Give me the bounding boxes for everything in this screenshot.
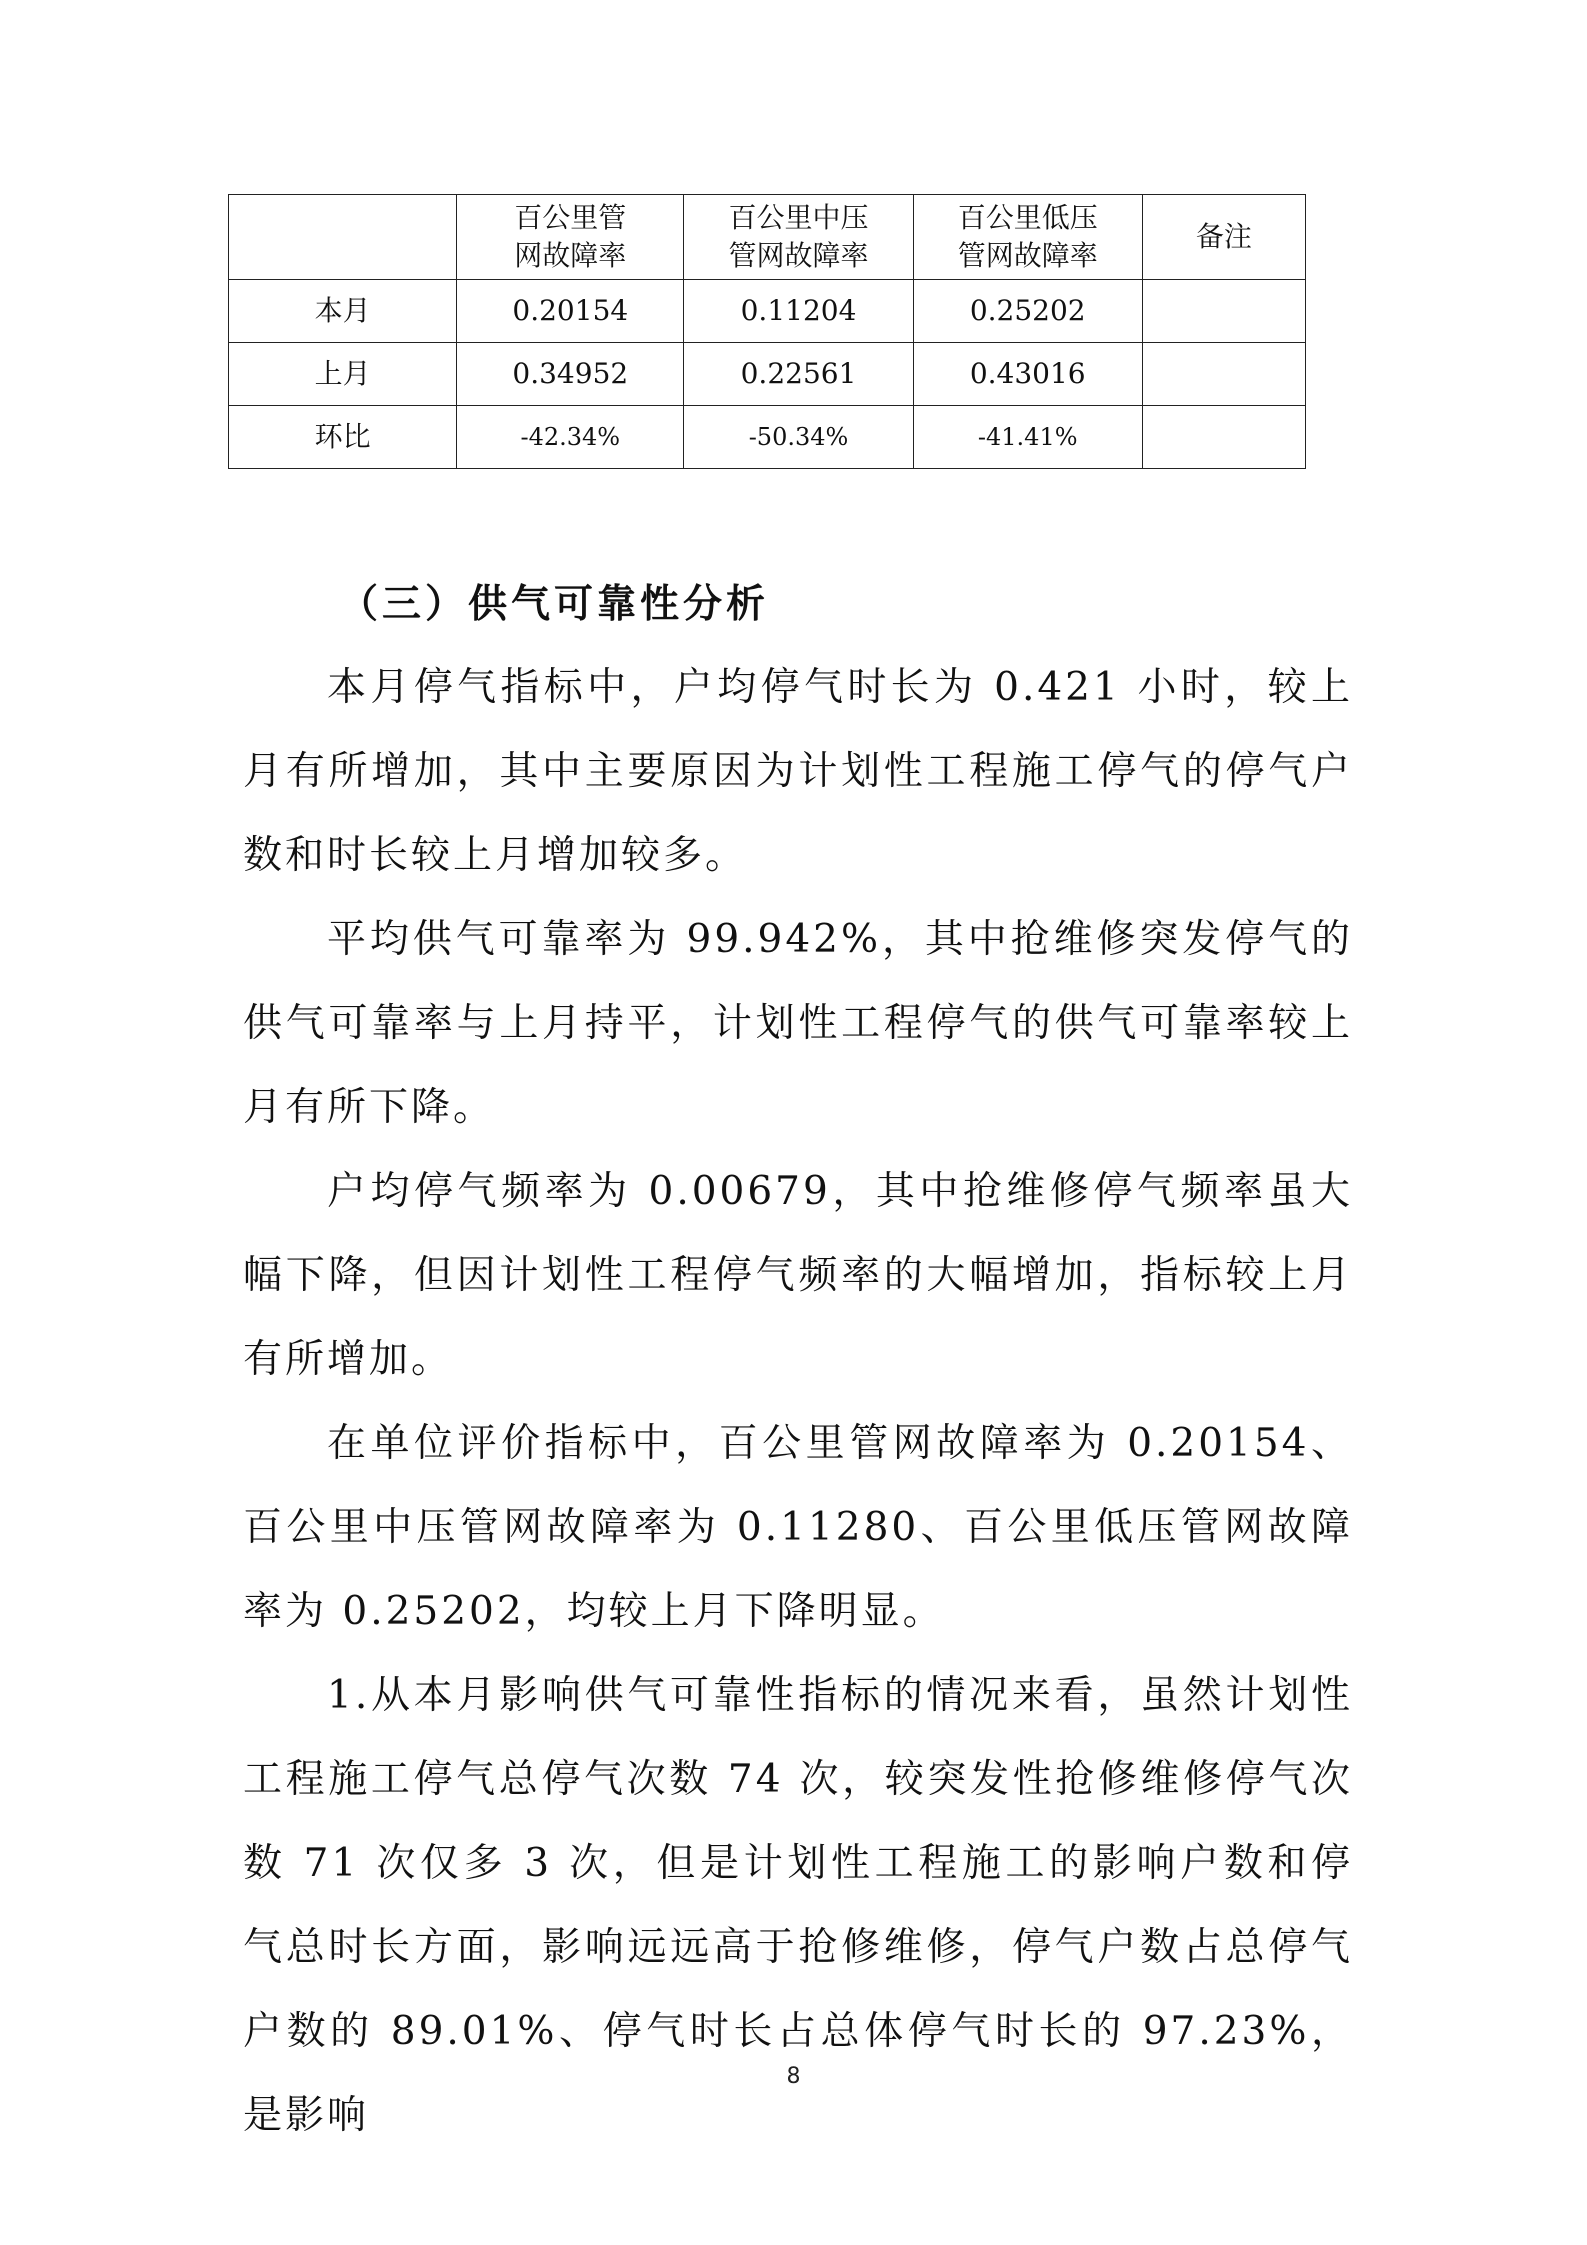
cell-pipe-fault-rate: 0.20154 bbox=[457, 280, 684, 343]
cell-low-pressure-fault-rate: 0.25202 bbox=[913, 280, 1142, 343]
cell-low-pressure-fault-rate: 0.43016 bbox=[913, 343, 1142, 406]
cell-medium-pressure-fault-rate: 0.11204 bbox=[684, 280, 913, 343]
section-title: （三）供气可靠性分析 bbox=[339, 581, 770, 627]
table-row bbox=[229, 406, 1306, 469]
cell-pipe-fault-rate: -42.34% bbox=[457, 406, 684, 469]
paragraph-outage-frequency: 户均停气频率为 0.00679，其中抢维修停气频率虽大幅下降，但因计划性工程停气频率的大幅增加，指标较上月有所增加。 bbox=[243, 1169, 1353, 1382]
table-header-row bbox=[229, 195, 1306, 280]
table-header-remarks: 备注 bbox=[1142, 195, 1305, 280]
table-header-low-pressure-fault-rate: 百公里低压 管网故障率 bbox=[913, 195, 1142, 280]
cell-medium-pressure-fault-rate: -50.34% bbox=[684, 406, 913, 469]
table-header-pipe-fault-rate: 百公里管 网故障率 bbox=[457, 195, 684, 280]
paragraph-unit-evaluation: 在单位评价指标中，百公里管网故障率为 0.20154、百公里中压管网故障率为 0.11280、百公里低压管网故障率为 0.25202，均较上月下降明显。 bbox=[243, 1421, 1353, 1634]
cell-medium-pressure-fault-rate: 0.22561 bbox=[684, 343, 913, 406]
paragraph-outage-duration: 本月停气指标中，户均停气时长为 0.421 小时，较上月有所增加，其中主要原因为计划性工程施工停气的停气户数和时长较上月增加较多。 bbox=[243, 665, 1353, 878]
table-header-empty bbox=[229, 195, 457, 280]
table-row bbox=[229, 343, 1306, 406]
paragraph-impact-analysis: 1.从本月影响供气可靠性指标的情况来看，虽然计划性工程施工停气总停气次数 74 次，较突发性抢修维修停气次数 71 次仅多 3 次，但是计划性工程施工的影响户数和停气总时长方面，影响远远高于抢修维修，停气户数占总停气户数的 89.01%、停气时长占总体停气时长的 97.23%，是影响 bbox=[243, 1673, 1353, 2138]
cell-pipe-fault-rate: 0.34952 bbox=[457, 343, 684, 406]
row-label: 环比 bbox=[229, 406, 457, 469]
cell-low-pressure-fault-rate: -41.41% bbox=[913, 406, 1142, 469]
paragraph-supply-reliability: 平均供气可靠率为 99.942%，其中抢维修突发停气的供气可靠率与上月持平，计划性工程停气的供气可靠率较上月有所下降。 bbox=[243, 917, 1353, 1130]
table-row bbox=[229, 280, 1306, 343]
table-header-medium-pressure-fault-rate: 百公里中压 管网故障率 bbox=[684, 195, 913, 280]
row-label: 本月 bbox=[229, 280, 457, 343]
cell-remarks bbox=[1142, 406, 1305, 469]
cell-remarks bbox=[1142, 280, 1305, 343]
page-number: 8 bbox=[786, 2064, 801, 2089]
body-text bbox=[243, 562, 1353, 2158]
cell-remarks bbox=[1142, 343, 1305, 406]
row-label: 上月 bbox=[229, 343, 457, 406]
fault-rate-table bbox=[228, 194, 1306, 469]
